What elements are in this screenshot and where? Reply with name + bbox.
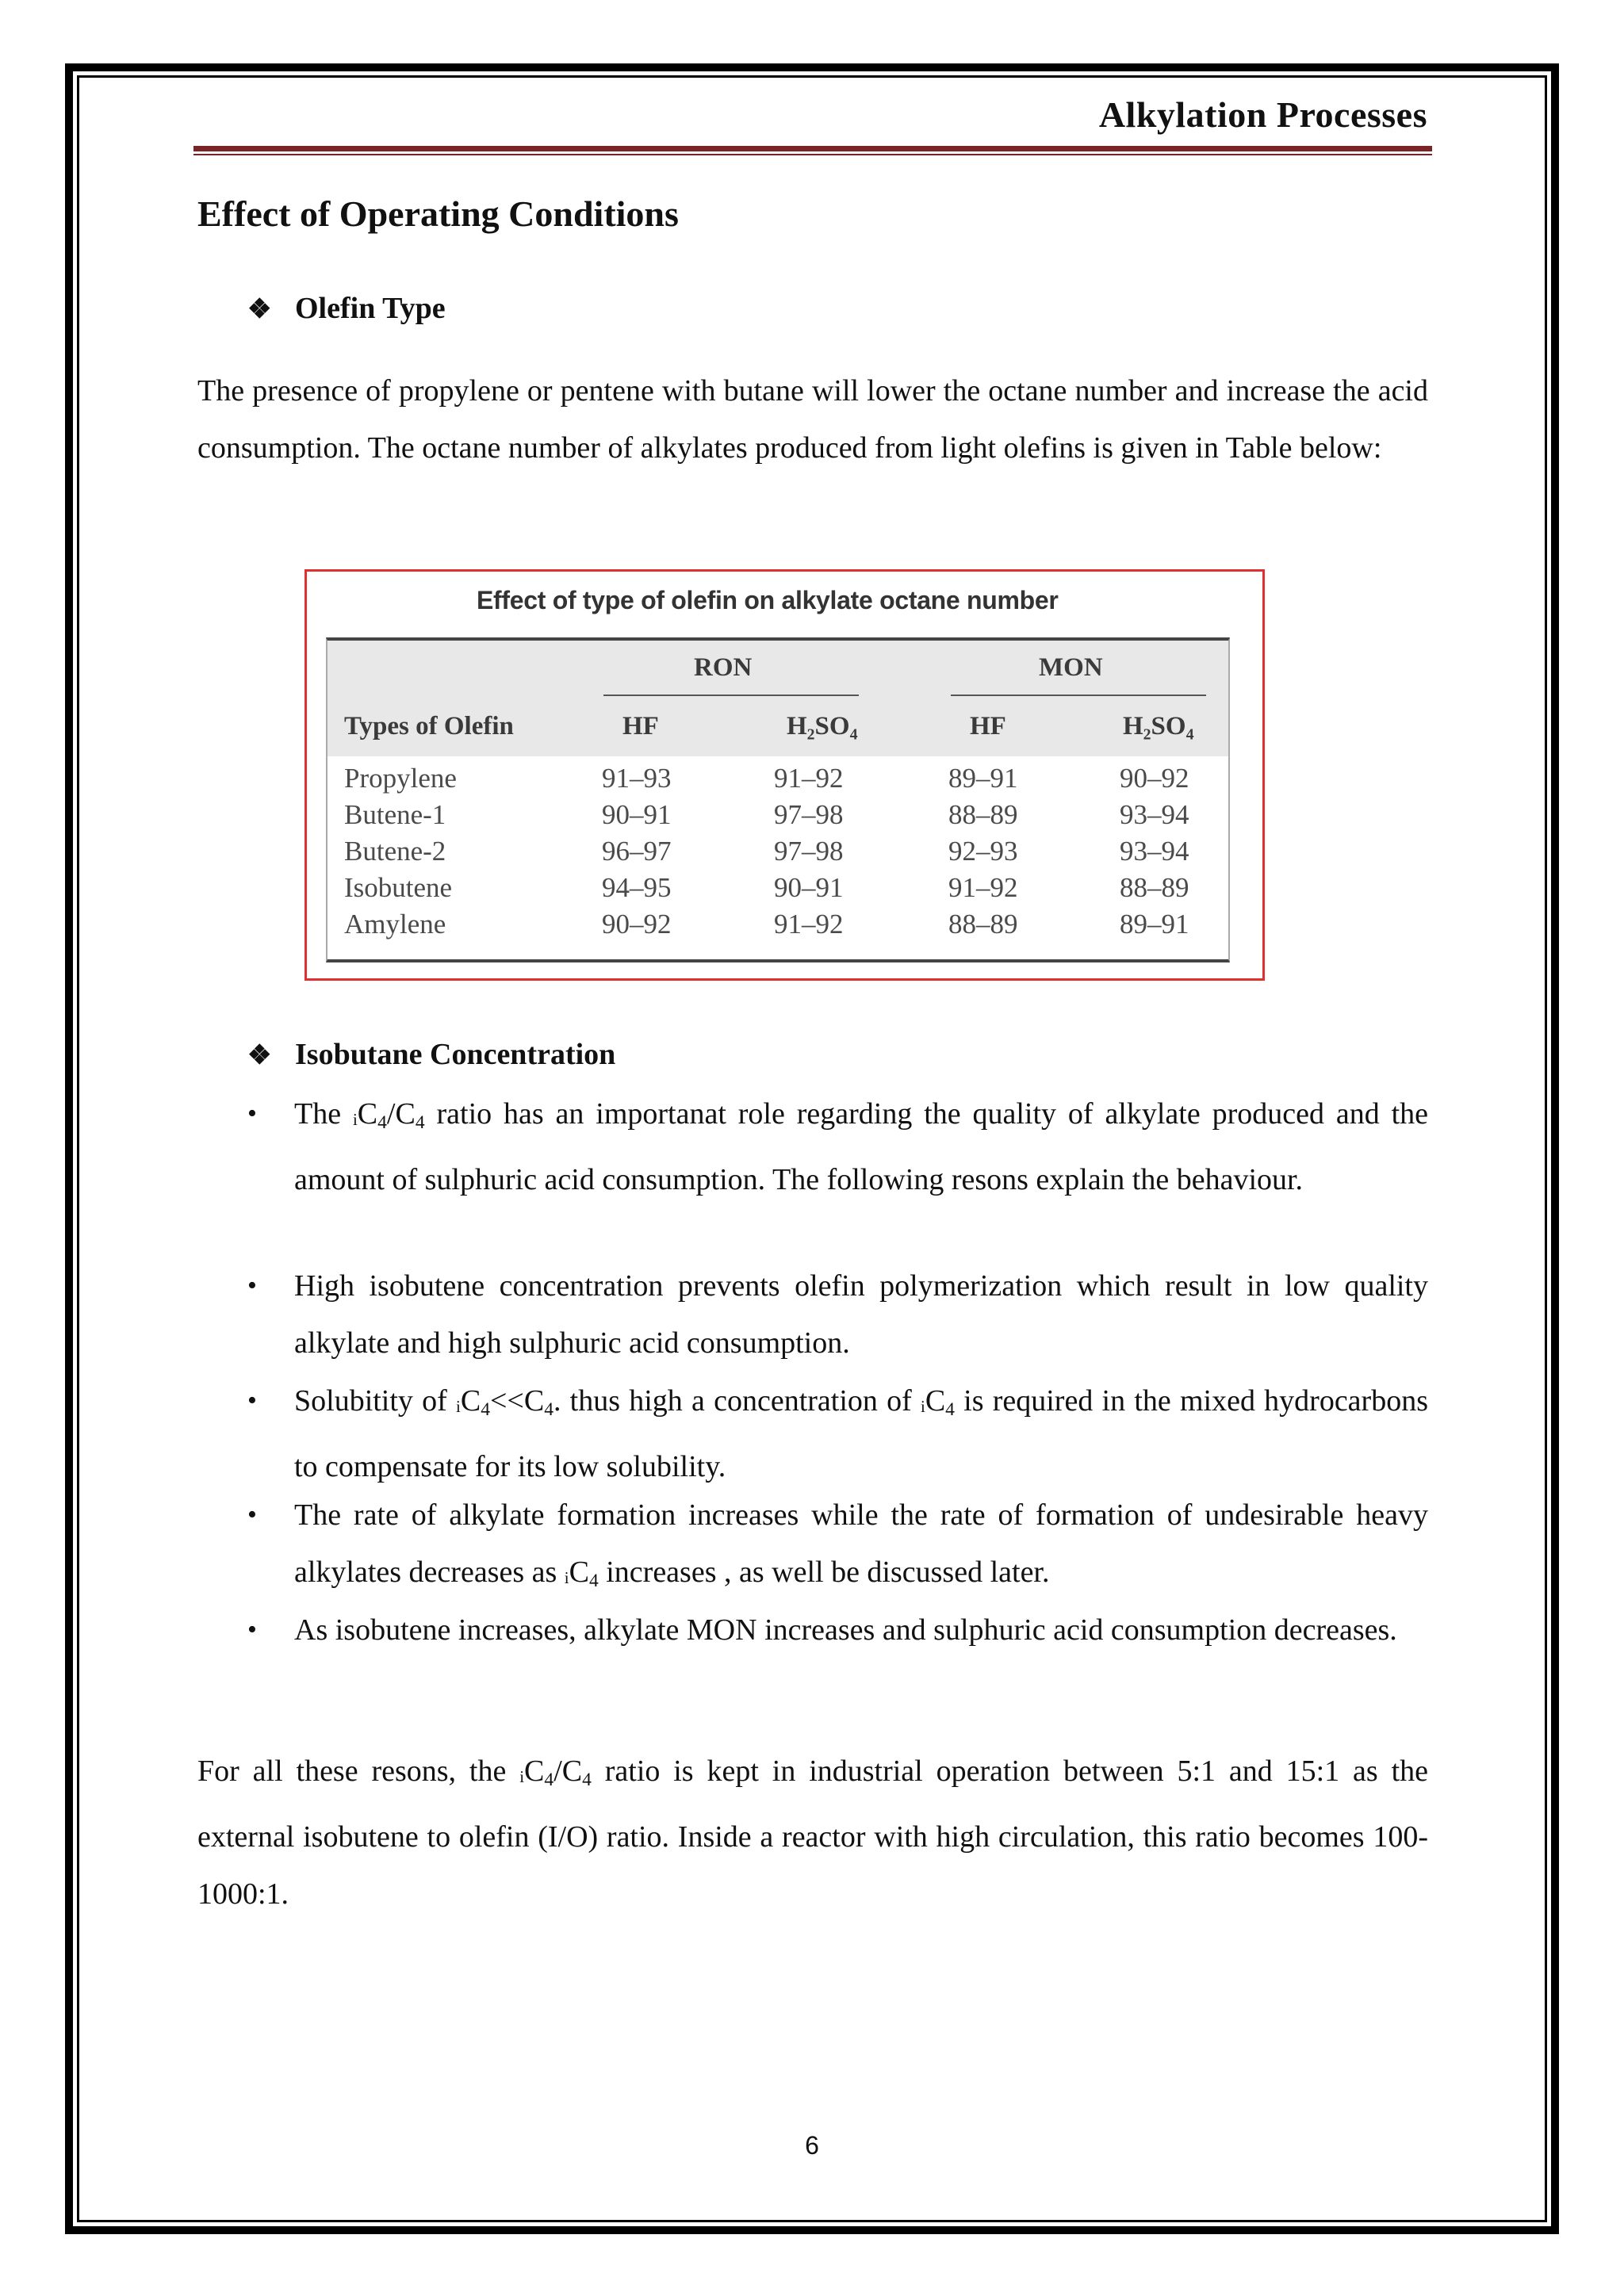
bullet-dot-icon: • — [247, 1615, 257, 1644]
table-cell-olefin: Butene-1 — [344, 799, 446, 830]
table-cell-value: 92–93 — [948, 836, 1018, 867]
table-cell-value: 94–95 — [602, 872, 672, 903]
text-run: . thus high a concentration of — [553, 1384, 921, 1418]
list-item-text — [294, 1085, 1428, 1208]
olefin-type-paragraph: The presence of propylene or pentene with butane will lower the octane number and increase the acid consumption. The octane number of alkylates produced from light olefins is given in Table below: — [197, 374, 1428, 465]
iso-prefix: i — [456, 1397, 461, 1417]
table-cell-olefin: Isobutene — [344, 872, 453, 903]
section-title: Effect of Operating Conditions — [197, 193, 679, 234]
list-item-text: As isobutene increases, alkylate MON increases and sulphuric acid consumption decreases. — [294, 1613, 1397, 1647]
header-rule-thin — [193, 154, 1432, 155]
table-cell-value: 91–93 — [602, 763, 672, 794]
table-cell-value: 88–89 — [1120, 872, 1189, 903]
text-run: C — [524, 1755, 545, 1788]
column-header-mon-h2so4: H₂SO₄ — [1123, 712, 1194, 740]
olefin-table — [326, 637, 1230, 962]
table-cell-value: 88–89 — [948, 799, 1018, 830]
table-cell-value: 91–92 — [948, 872, 1018, 903]
text-run: C — [460, 1384, 481, 1418]
text-run: The rate of alkylate formation increases while the rate of formation of undesirable heavy alkylates decreases as — [294, 1498, 1428, 1589]
iso-prefix: i — [921, 1397, 925, 1417]
table-cell-value: 90–91 — [774, 872, 844, 903]
table-cell-value: 93–94 — [1120, 799, 1189, 830]
text-run: C — [925, 1384, 946, 1418]
running-header-title: Alkylation Processes — [1098, 94, 1427, 135]
table-cell-value: 89–91 — [948, 763, 1018, 794]
subscript: 4 — [945, 1399, 955, 1420]
column-header-ron-hf: HF — [622, 712, 659, 740]
table-cell-olefin: Amylene — [344, 909, 446, 939]
text-run: <<C — [489, 1384, 545, 1418]
list-item-text — [294, 1372, 1428, 1495]
text-run: Solubitity of — [294, 1384, 457, 1418]
subscript: 4 — [544, 1769, 554, 1790]
column-header-olefin: Types of Olefin — [344, 712, 514, 740]
table-cell-value: 90–91 — [602, 799, 672, 830]
column-header-ron-h2so4: H₂SO₄ — [787, 712, 858, 740]
iso-prefix: i — [564, 1568, 569, 1588]
text-run: /C — [553, 1755, 583, 1788]
diamond-bullet-icon: ❖ — [247, 1041, 272, 1070]
group-rule-mon — [951, 695, 1206, 696]
table-cell-value: 88–89 — [948, 909, 1018, 939]
text-run: For all these resons, the — [197, 1755, 520, 1788]
text-run: increases , as well be discussed later. — [598, 1556, 1050, 1589]
text-run: is required in the mixed hydrocarbons to compensate for its low solubility. — [294, 1384, 1428, 1483]
bullet-dot-icon: • — [247, 1271, 257, 1300]
page-number: 6 — [805, 2131, 819, 2160]
bullet-dot-icon: • — [247, 1386, 257, 1415]
olefin-type-heading-text: Olefin Type — [295, 292, 446, 325]
table-cell-value: 89–91 — [1120, 909, 1189, 939]
group-label-mon: MON — [1039, 653, 1103, 682]
table-cell-value: 97–98 — [774, 799, 844, 830]
text-run: ratio is kept in industrial operation between 5:1 and 15:1 as the external isobutene to olefin (I/O) ratio. Inside a reactor with high circulation, this ratio becomes 100-1000:1. — [197, 1755, 1428, 1911]
header-rule — [193, 146, 1432, 151]
table-cell-value: 93–94 — [1120, 836, 1189, 867]
table-cell-value: 90–92 — [602, 909, 672, 939]
isobutane-heading-text: Isobutane Concentration — [295, 1038, 616, 1071]
text-run: /C — [386, 1097, 416, 1131]
subscript: 4 — [481, 1399, 490, 1420]
list-item-text — [294, 1487, 1428, 1609]
closing-paragraph — [197, 1743, 1428, 1923]
group-label-ron: RON — [694, 653, 753, 682]
text-run: C — [569, 1556, 589, 1589]
group-rule-ron — [603, 695, 859, 696]
table-cell-value: 91–92 — [774, 909, 844, 939]
subscript: 4 — [588, 1570, 599, 1591]
iso-prefix: i — [352, 1110, 358, 1130]
text-run: The — [294, 1097, 353, 1131]
subscript: 4 — [544, 1399, 553, 1420]
subscript: 4 — [377, 1112, 387, 1133]
subscript: 4 — [415, 1112, 425, 1133]
subscript: 4 — [582, 1769, 592, 1790]
list-item-text: High isobutene concentration prevents olefin polymerization which result in low quality alkylate and high sulphuric acid consumption. — [294, 1269, 1428, 1360]
table-cell-olefin: Propylene — [344, 763, 457, 794]
column-header-mon-hf: HF — [970, 712, 1006, 740]
isobutane-concentration-heading — [247, 1037, 615, 1072]
table-cell-value: 90–92 — [1120, 763, 1189, 794]
text-run: ratio has an importanat role regarding the quality of alkylate produced and the amount of sulphuric acid consumption. The following resons explain the behaviour. — [294, 1097, 1429, 1196]
table-cell-value: 91–92 — [774, 763, 844, 794]
olefin-table-figure — [304, 569, 1265, 981]
bullet-dot-icon: • — [247, 1099, 257, 1128]
iso-prefix: i — [519, 1767, 525, 1787]
table-caption: Effect of type of olefin on alkylate octane number — [477, 586, 1059, 614]
olefin-type-heading — [247, 291, 446, 326]
diamond-bullet-icon: ❖ — [247, 295, 272, 324]
table-cell-value: 97–98 — [774, 836, 844, 867]
table-cell-olefin: Butene-2 — [344, 836, 446, 867]
table-cell-value: 96–97 — [602, 836, 672, 867]
text-run: C — [357, 1097, 378, 1131]
bullet-dot-icon: • — [247, 1500, 257, 1529]
